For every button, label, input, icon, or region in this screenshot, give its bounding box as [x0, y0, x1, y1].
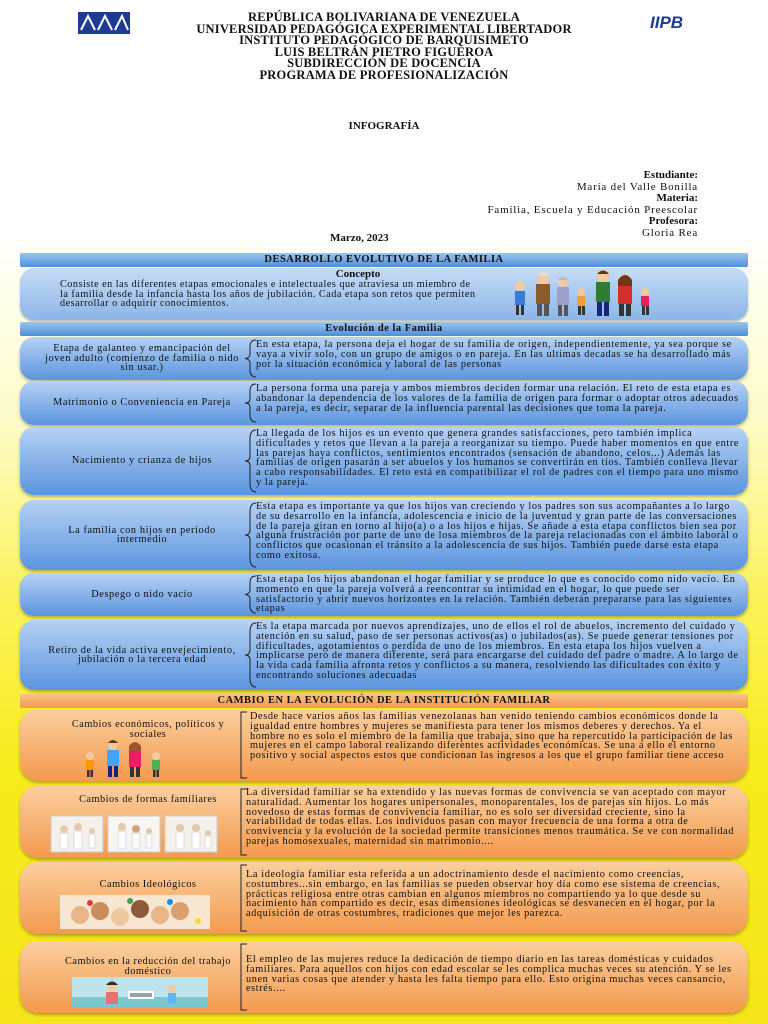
stage-text: La persona forma una pareja y ambos miembros deciden formar una relación. El reto de esta etapa es abandonar la dependencia de los valores de la familia de origen para formar o adoptar otros adecuados a la pareja, es decir, separar de la influencia parental las decisiones que toma la pareja.: [256, 383, 739, 414]
teacher-name: Gloria Rea: [642, 226, 698, 239]
stage-label: Retiro de la vida activa envejecimiento, jubilación o la tercera edad: [48, 644, 236, 665]
hands-illustration: [60, 895, 210, 929]
change-text: La ideología familiar esta referida a un adoctrinamiento desde el nacimiento como creencias, costumbres...sin embargo, en las familias se pueden observar hoy día como ese sistema de creencias, prácticas religiosa entre otras cambian en algunos miembros no compartiendo ya lo que desde su nacimiento han compartido es decir, esas dimensiones ideológicas se desvanecen en el hogar, por la adquisición de otras costumbres, tradiciones que mejor les parezca.: [246, 869, 721, 920]
family-forms-photos: [50, 815, 218, 853]
evolution-heading: Evolución de la Familia: [20, 322, 748, 336]
stage-text: Es la etapa marcada por nuevos aprendizajes, uno de ellos el rol de abuelos, incremento del cuidado y atención en su salud, paso de ser personas activos(as) o jubilados(as). Se puede generar tensiones por dificultades, agotamientos o perdida de uno de los miembros. En esta etapa los hijos vuelven a implicarse pero de manera diferente, será para encargarse del cuidado del padre o madre. A lo largo de la vida cada familia afronta retos y conflictos a su manera, resolviendo las dificultades con éxito y encontrando soluciones adecuadas: [256, 621, 739, 681]
domestic-work-illustration: [72, 977, 208, 1007]
student-name: María del Valle Bonilla: [576, 180, 698, 193]
institution-header: [0, 12, 768, 81]
subject-name: Familia, Escuela y Educación Preescolar: [487, 203, 698, 216]
change-label: Cambios de formas familiares: [79, 794, 217, 805]
header-line: INSTITUTO PEDAGÓGICO DE BARQUISIMETO: [239, 33, 529, 47]
section-title-changes: CAMBIO EN LA EVOLUCIÓN DE LA INSTITUCIÓN FAMILIAR: [20, 694, 748, 708]
author-info: [278, 170, 698, 239]
stage-text: Esta etapa es importante ya que los hijos van creciendo y los padres son sus acompañantes a lo largo de su desarrollo en la infancia, adolescencia e inicio de la juventud y gran parte de las conversaciones de la pareja giran en torno al hijo(a) o a los hijos e hijas. Se añade a esta etapa conflictos bien sea por alguna frustración por parte de uno de losa miembros de la pareja relacionadas con el ámbito laboral o conflictos que ocasionan el tránsito a la adolescencia de sus hijos. También puede darse esta etapa como exitosa.: [256, 501, 739, 561]
page-title: INFOGRAFÍA: [348, 120, 420, 132]
header-line: UNIVERSIDAD PEDAGÓGICA EXPERIMENTAL LIBERTADOR: [196, 21, 572, 36]
brace-icon: [238, 711, 248, 779]
stage-label: Nacimiento y crianza de hijos: [71, 455, 213, 467]
family-couple-illustration: [78, 738, 188, 778]
concept-text: Consiste en las diferentes etapas emocionales e intelectuales que atraviesa un miembro de la familia desde la infancia hasta los años de jubilación. Cada etapa son retos que permiten desarrollar o adquirir conocimientos.: [60, 279, 476, 309]
header-line: SUBDIRECCIÓN DE DOCENCIA: [287, 56, 481, 70]
stage-label: Etapa de galanteo y emancipación del joven adulto (comienzo de familia o nido sin usar.): [45, 343, 239, 374]
subject-label: Materia:: [656, 192, 698, 204]
change-text: Desde hace varios años las familias venezolanas han venido teniendo cambios económicos donde la igualdad entre hombres y mujeres se manifiesta para tener los mismos deberes y derechos. Ya el hombre no es solo el miembro de la familia que trabaja, sino que ha repercutido la participación de las mujeres en el campo laboral realizando diferentes actividades económicas. Se una a ello el entorno positivo y social aspectos estos que condicionan las ingresos a los que el grupo familiar tiene acceso: [250, 711, 733, 762]
teacher-label: Profesora:: [648, 215, 698, 227]
svg-text:IIPB: IIPB: [650, 13, 684, 32]
change-label: Cambios en la reducción del trabajo doméstico: [65, 956, 231, 977]
stage-label: Matrimonio o Conveniencia en Pareja: [53, 397, 231, 409]
change-text: El empleo de las mujeres reduce la dedicación de tiempo diario en las tareas domésticas y cuidados familiares. Para aquellos con hijos con edad escolar se les complica muchas veces su atención. Y se les unen varias cosas que atender y hasta les falta tiempo para ello. Esto origina muchas veces cansancio, estrés....: [246, 954, 732, 995]
stage-label: Despego o nido vacío: [91, 588, 193, 600]
header-line: LUIS BELTRÁN PIETRO FIGUEROA: [274, 44, 494, 59]
family-illustration: [505, 268, 655, 318]
section-title-evolution: DESARROLLO EVOLUTIVO DE LA FAMILIA: [20, 253, 748, 267]
stage-text: En esta etapa, la persona deja el hogar de su familia de origen, independientemente, ya sea porque se vaya a vivir solo, con un grupo de amigos o en pareja. En las ultimas decadas se ha desarrollado más por la situación económica y laboral de las personas: [256, 339, 732, 370]
header-line: REPÚBLICA BOLIVARIANA DE VENEZUELA: [247, 10, 521, 24]
header-line: PROGRAMA DE PROFESIONALIZACIÓN: [259, 67, 509, 82]
change-label: Cambios económicos, políticos y sociales: [71, 719, 225, 740]
change-label: Cambios Ideológicos: [99, 879, 197, 890]
stage-text: La llegada de los hijos es un evento que genera grandes satisfacciones, pero también implica dificultades y retos que llevan a la pareja a reorganizar su tiempo. Puede haber momentos en que entre las parejas haya conflictos, sentimientos encontrados (sensación de abandono, celos...) Además las familias de origen pasarán a ser abuelos y los humanos se convertirán en tíos. También conlleva llevar a cabo responsabilidades. El reto está en compatibilizar el rol de padres con el tiempo para uno mismo y la pareja.: [256, 428, 740, 488]
student-label: Estudiante:: [643, 169, 698, 181]
stage-text: Esta etapa los hijos abandonan el hogar familiar y se produce lo que es conocido como nido vacío. En momento en que la pareja volverá a reencontrar su intimidad en el hogar, lo que puede ser satisfactorio y abrir nuevos horizontes en la relación. También deberán prepararse para las siguientes etapas: [256, 574, 736, 615]
concept-heading: Concepto: [335, 268, 381, 280]
change-text: La diversidad familiar se ha extendido y las nuevas formas de convivencia se van aceptado con mayor naturalidad. Aumentar los hogares unipersonales, monoparentales, los de parejas sin hijos. Lo más novedoso de estas formas de convivencia familiar, no es solo ser diversidad creciente, sino la variabilidad de todas ellas. Los individuos pasan con mayor frecuencia de una forma a otra de convivencia y la evolución de la sociedad permite transiciones menos traumática. Se ve con normalidad parejas homosexuales, maternidad sin matrimonio....: [246, 787, 735, 847]
stage-label: La familia con hijos en periodo intermedio: [68, 524, 216, 545]
date: Marzo, 2023: [330, 232, 389, 244]
